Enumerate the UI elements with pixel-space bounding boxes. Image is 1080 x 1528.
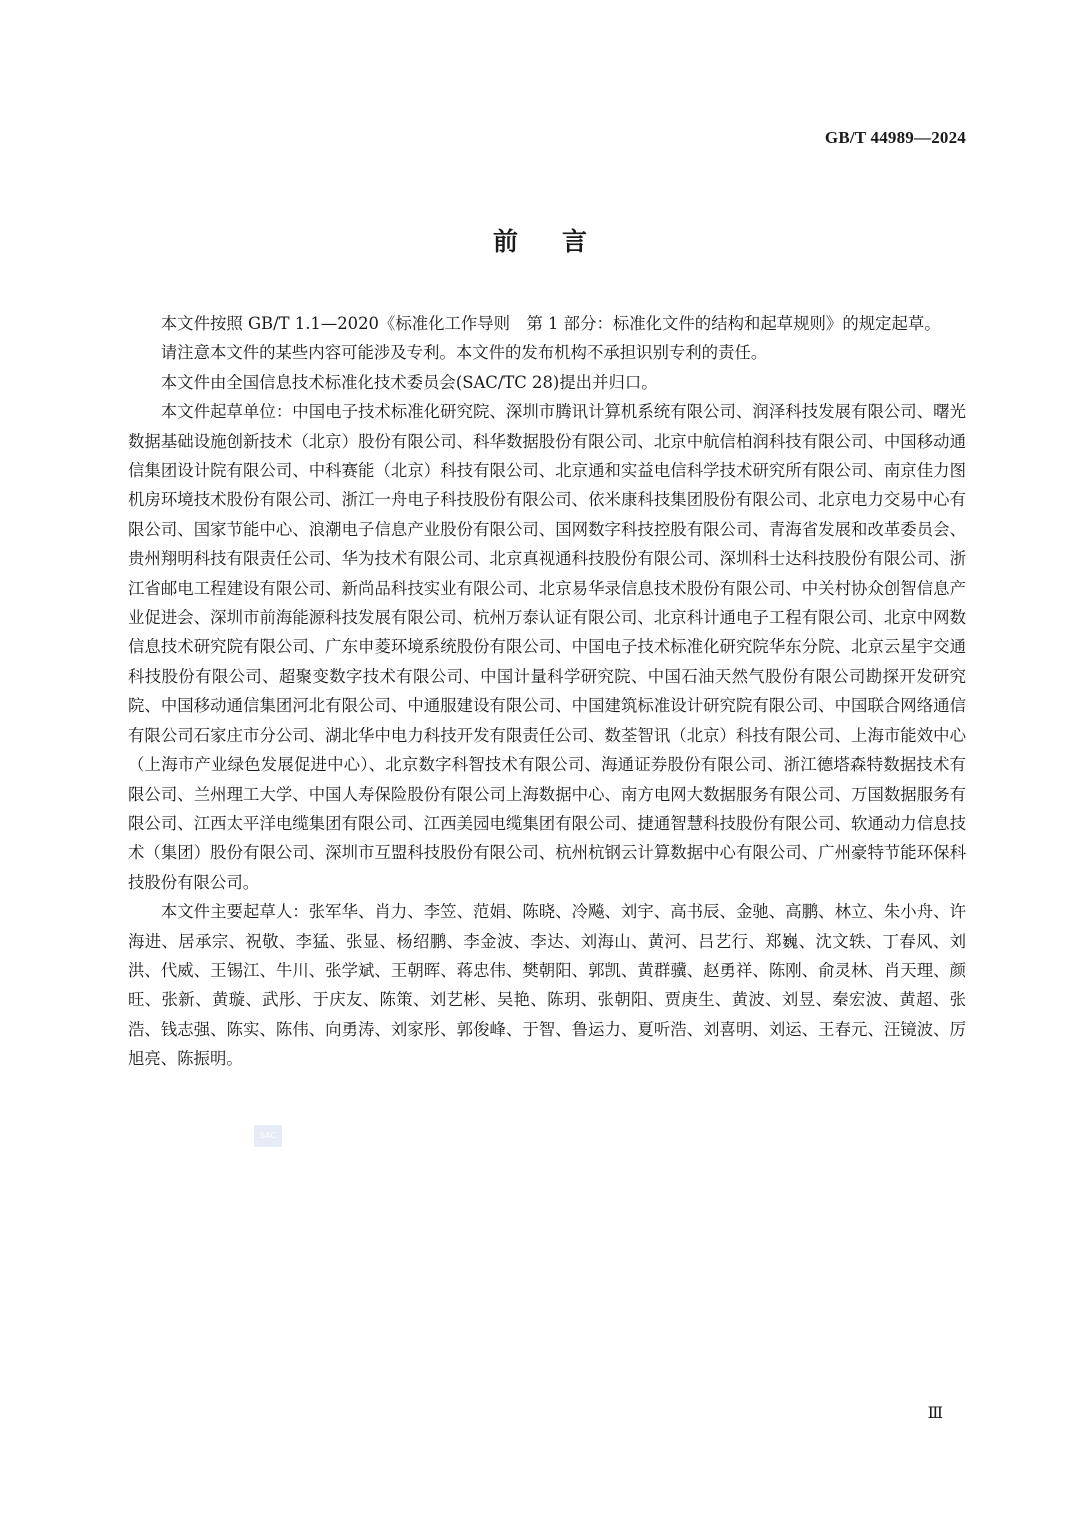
paragraph-drafting-rules: 本文件按照 GB/T 1.1—2020《标准化工作导则 第 1 部分：标准化文件的结构和起草规则》的规定起草。 xyxy=(160,314,941,333)
standard-code: GB/T 44989—2024 xyxy=(824,128,966,147)
paragraph-proposer: 本文件由全国信息技术标准化技术委员会(SAC/TC 28)提出并归口。 xyxy=(160,372,658,392)
paragraph-patent-notice: 请注意本文件的某些内容可能涉及专利。本文件的发布机构不承担识别专利的责任。 xyxy=(160,343,768,363)
paragraph-drafting-units: 本文件起草单位：中国电子技术标准化研究院、深圳市腾讯计算机系统有限公司、润泽科技发展有限公司、曙光数据基础设施创新技术（北京）股份有限公司、科华数据股份有限公司、北京中航信柏润科技有限公司、中国移动通信集团设计院有限公司、中科赛能（北京）科技有限公司、北京通和实益电信科学技术研究所有限公司、南京佳力图机房环境技术股份有限公司、浙江一舟电子科技股份有限公司、依米康科技集团股份有限公司、北京电力交易中心有限公司、国家节能中心、浪潮电子信息产业股份有限公司、国网数字科技控股有限公司、青海省发展和改革委员会、贵州翔明科技有限责任公司、华为技术有限公司、北京真视通科技股份有限公司、深圳科士达科技股份有限公司、浙江省邮电工程建设有限公司、新尚品科技实业有限公司、北京易华录信息技术股份有限公司、中关村协众创智信息产业促进会、深圳市前海能源科技发展有限公司、杭州万泰认证有限公司、北京科计通电子工程有限公司、北京中网数信息技术研究院有限公司、广东申菱环境系统股份有限公司、中国电子技术标准化研究院华东分院、北京云星宇交通科技股份有限公司、超聚变数字技术有限公司、中国计量科学研究院、中国石油天然气股份有限公司勘探开发研究院、中国移动通信集团河北有限公司、中通服建设有限公司、中国建筑标准设计研究院有限公司、中国联合网络通信有限公司石家庄市分公司、湖北华中电力科技开发有限责任公司、数荃智讯（北京）科技有限公司、上海市能效中心（上海市产业绿色发展促进中心）、北京数字科智技术有限公司、海通证券股份有限公司、浙江德塔森特数据技术有限公司、兰州理工大学、中国人寿保险股份有限公司上海数据中心、南方电网大数据服务有限公司、万国数据服务有限公司、江西太平洋电缆集团有限公司、江西美园电缆集团有限公司、捷通智慧科技股份有限公司、软通动力信息技术（集团）股份有限公司、深圳市互盟科技股份有限公司、杭州杭钢云计算数据中心有限公司、广州豪特节能环保科技股份有限公司。 xyxy=(128,402,966,892)
paragraph-drafters: 本文件主要起草人：张军华、肖力、李笠、范娟、陈晓、冷飚、刘宇、高书辰、金驰、高鹏、林立、朱小舟、许海进、居承宗、祝敬、李猛、张显、杨绍鹏、李金波、李达、刘海山、黄河、吕艺行、郑巍、沈文轶、丁春风、刘洪、代威、王锡江、牛川、张学斌、王朝晖、蒋忠伟、樊朝阳、郭凯、黄群骥、赵勇祥、陈刚、俞灵林、肖天理、颜旺、张新、黄璇、武彤、于庆友、陈策、刘艺彬、吴艳、陈玥、张朝阳、贾庚生、黄波、刘昱、秦宏波、黄超、张浩、钱志强、陈实、陈伟、向勇涛、刘家彤、郭俊峰、于智、鲁运力、夏听浩、刘喜明、刘运、王春元、汪镜波、厉旭亮、陈振明。 xyxy=(128,902,966,1069)
page-number: Ⅲ xyxy=(927,1405,943,1422)
document-body xyxy=(128,309,966,1074)
sac-watermark-logo: SAC xyxy=(254,1125,282,1147)
page-title: 前言 xyxy=(492,227,631,256)
